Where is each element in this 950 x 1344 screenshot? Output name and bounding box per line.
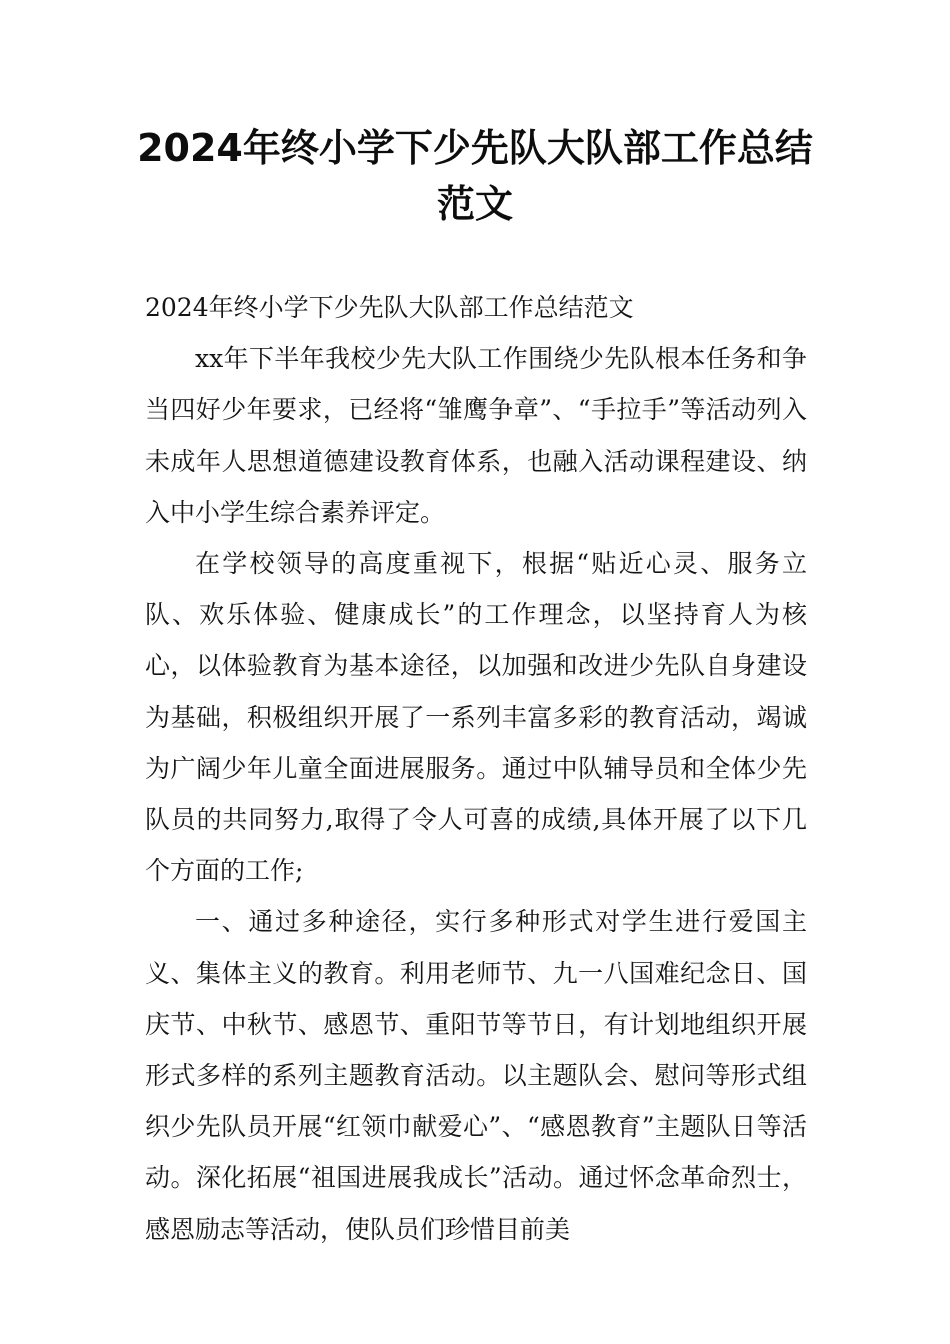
paragraph-overview: 在学校领导的高度重视下，根据“贴近心灵、服务立队、欢乐体验、健康成长”的工作理念，以坚持育人为核心，以体验教育为基本途径，以加强和改进少先队自身建设为基础，积极组织开展了一系列丰富多彩的教育活动，竭诚为广阔少年儿童全面进展服务。通过中队辅导员和全体少先队员的共同努力,取得了令人可喜的成绩,具体开展了以下几个方面的工作; [145, 549, 807, 886]
paragraph-intro: xx年下半年我校少先大队工作围绕少先队根本任务和争当四好少年要求，已经将“雏鹰争章”、“手拉手”等活动列入未成年人思想道德建设教育体系，也融入活动课程建设、纳入中小学生综合素养评定。 [145, 344, 807, 527]
document-subtitle: 2024年终小学下少先队大队部工作总结范文 [145, 293, 634, 322]
paragraph-section-one: 一、通过多种途径，实行多种形式对学生进行爱国主义、集体主义的教育。利用老师节、九一八国难纪念日、国庆节、中秋节、感恩节、重阳节等节日，有计划地组织开展形式多样的系列主题教育活动。以主题队会、慰问等形式组织少先队员开展“红领巾献爱心”、“感恩教育”主题队日等活动。深化拓展“祖国进展我成长”活动。通过怀念革命烈士，感恩励志等活动，使队员们珍惜目前美 [145, 907, 807, 1244]
document-title: 2024年终小学下少先队大队部工作总结范文 [137, 126, 813, 226]
document-body [145, 282, 807, 1255]
